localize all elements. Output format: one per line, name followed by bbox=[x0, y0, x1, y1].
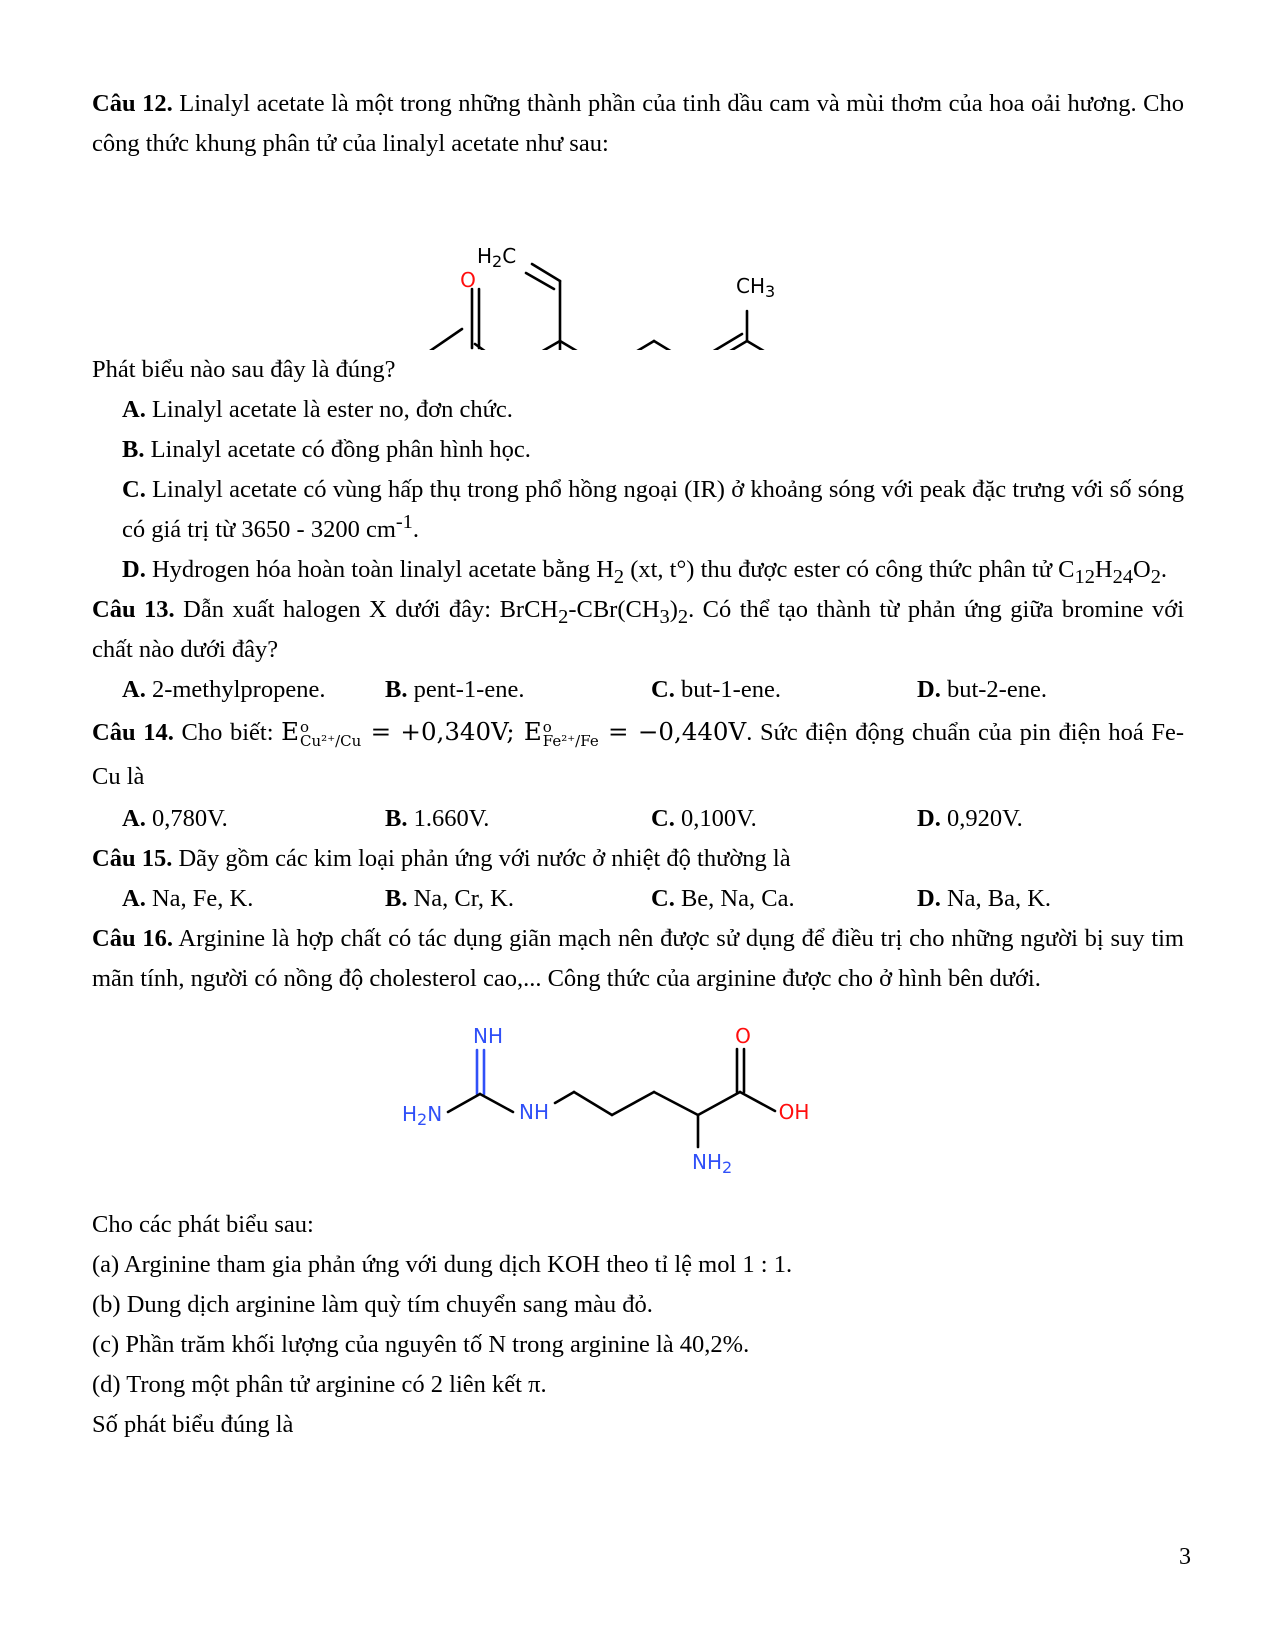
q16-stem: Câu 16. Arginine là hợp chất có tác dụng giãn mạch nên được sử dụng để điều trị cho những người bị suy tim mãn tính, người có nồng độ cholesterol cao,... Công thức của arginine được cho ở hình bên dưới. bbox=[92, 925, 1184, 992]
arginine-structure bbox=[92, 999, 1184, 1205]
q16-intro: Cho các phát biểu sau: bbox=[92, 1211, 314, 1238]
exam-page bbox=[92, 84, 1184, 1445]
q16-statement-b: (b) Dung dịch arginine làm quỳ tím chuyển sang màu đỏ. bbox=[92, 1291, 653, 1318]
label-o-carbonyl: O bbox=[460, 268, 476, 292]
label-o-top: O bbox=[735, 1024, 751, 1048]
q15-option-c: C. Be, Na, Ca. bbox=[651, 885, 795, 912]
bond-chain-a bbox=[574, 1092, 612, 1115]
arginine-svg bbox=[92, 999, 1184, 1205]
q16-statement-a: (a) Arginine tham gia phản ứng với dung dịch KOH theo tỉ lệ mol 1 : 1. bbox=[92, 1251, 793, 1278]
q14-option-b: B. 1.660V. bbox=[385, 805, 490, 832]
q14-options bbox=[92, 799, 1184, 839]
q15-option-b: B. Na, Cr, K. bbox=[385, 885, 514, 912]
q12-stem-text: Linalyl acetate là một trong những thành phần của tinh dầu cam và mùi thơm của hoa oải hương. Cho công thức khung phân tử của linalyl acetate như sau: bbox=[92, 90, 1184, 157]
linalyl-acetate-svg bbox=[92, 164, 1184, 350]
bond-c-nh bbox=[480, 1094, 513, 1112]
bond-methyl-carbonyl bbox=[427, 329, 462, 350]
q14-option-a: A. 0,780V. bbox=[122, 805, 228, 832]
page-number: 3 bbox=[1179, 1544, 1191, 1570]
bond-chain-3 bbox=[654, 341, 700, 350]
q13-stem: Câu 13. Dẫn xuất halogen X dưới đây: $BrCH_2-CBr(CH_3)_2$. Có thể tạo thành từ phản ứng giữa bromine với chất nào dưới đây? bbox=[92, 596, 1185, 663]
bond-c-oh bbox=[740, 1092, 775, 1111]
q14-stem: Câu 14. Cho biết: E o Cu²⁺/Cu = +0,340V; E o Fe²⁺/Fe = −0,440V. Sức điện động chuẩn của pin điện hoá Fe-Cu là bbox=[92, 717, 1185, 790]
bond-chain-2 bbox=[607, 341, 654, 350]
linalyl-acetate-structure bbox=[92, 164, 1184, 350]
eq-fe: E o Fe²⁺/Fe = −0,440V bbox=[523, 717, 747, 750]
label-nh-mid: NH bbox=[519, 1100, 549, 1124]
q14-option-c: C. 0,100V. bbox=[651, 805, 757, 832]
bond-chain-1 bbox=[560, 341, 607, 350]
q12-label: Câu 12. bbox=[92, 90, 173, 117]
q12-option-d: D. Hydrogen hóa hoàn toàn linalyl acetate bằng $H_2$ (xt, t°) thu được ester có công thức phân tử $C_{12}H_{24}O_2$. bbox=[122, 556, 1168, 588]
q13-option-b: B. pent-1-ene. bbox=[385, 676, 525, 703]
q12-option-c: C. Linalyl acetate có vùng hấp thụ trong phổ hồng ngoại (IR) ở khoảng sóng với peak đặc trưng với số sóng có giá trị từ 3650 - 3200 $cm^{-1}$. bbox=[122, 476, 1185, 543]
bond-chain-b bbox=[612, 1092, 654, 1115]
label-oh: OH bbox=[778, 1100, 810, 1124]
q13-option-d: D. but-2-ene. bbox=[917, 676, 1047, 703]
eq-cu: E o Cu²⁺/Cu = +0,340V; bbox=[281, 717, 524, 750]
bond-h2n-c bbox=[448, 1094, 480, 1112]
label-ch3-top: $CH_3$ bbox=[736, 274, 776, 301]
q16-question: Số phát biểu đúng là bbox=[92, 1411, 294, 1438]
q15-option-a: A. Na, Fe, K. bbox=[122, 885, 254, 912]
q13-options bbox=[92, 670, 1184, 710]
q16-statement-c: (c) Phần trăm khối lượng của nguyên tố N trong arginine là 40,2%. bbox=[92, 1331, 750, 1358]
q12-stem bbox=[92, 84, 1184, 164]
q12-option-a: A. Linalyl acetate là ester no, đơn chức. bbox=[122, 396, 513, 423]
bond-ch3-right bbox=[747, 341, 784, 350]
label-nh2: $NH_2$ bbox=[692, 1150, 733, 1177]
q14-option-d: D. 0,920V. bbox=[917, 805, 1023, 832]
bond-nh-ch2 bbox=[555, 1092, 574, 1103]
bond-oester-quaternary bbox=[527, 341, 560, 350]
label-nh-top: NH bbox=[473, 1024, 503, 1048]
q15-options bbox=[92, 879, 1184, 919]
q15-option-d: D. Na, Ba, K. bbox=[917, 885, 1052, 912]
q12-question: Phát biểu nào sau đây là đúng? bbox=[92, 356, 396, 383]
q13-option-a: A. 2-methylpropene. bbox=[122, 676, 326, 703]
q12-option-b: B. Linalyl acetate có đồng phân hình học. bbox=[122, 436, 531, 463]
q13-option-c: C. but-1-ene. bbox=[651, 676, 781, 703]
bond-chain-c bbox=[654, 1092, 698, 1115]
q16-statement-d: (d) Trong một phân tử arginine có 2 liên kết π. bbox=[92, 1371, 547, 1398]
q15-stem: Câu 15. Dãy gồm các kim loại phản ứng với nước ở nhiệt độ thường là bbox=[92, 845, 791, 872]
label-h2n: $H_2N$ bbox=[402, 1102, 443, 1129]
label-h2c: $H_2C$ bbox=[477, 244, 517, 271]
bond-alpha-cooh bbox=[698, 1092, 740, 1115]
